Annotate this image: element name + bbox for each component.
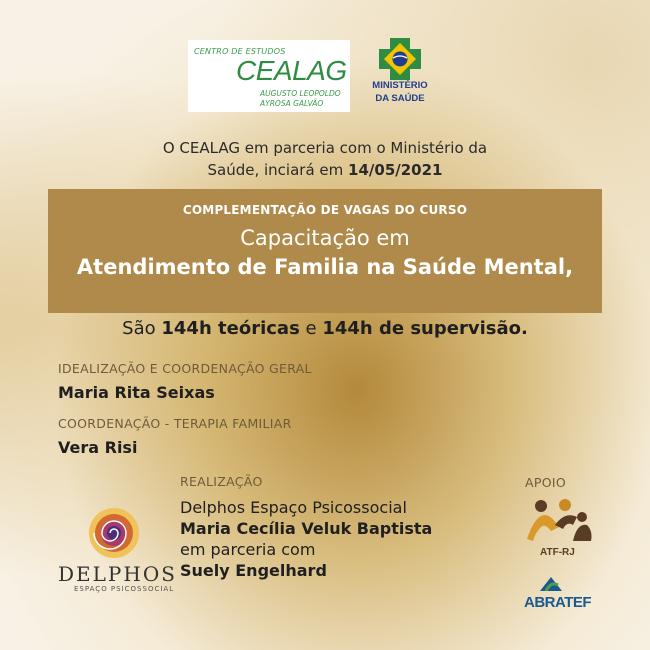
start-date: 14/05/2021 [348,161,443,179]
intro-line1: O CEALAG em parceria com o Ministério da [162,139,488,157]
ministerio-line2: DA SAÚDE [375,93,425,104]
intro-line2-prefix: Saúde, inciará em [207,161,349,179]
atf-rj-figures-icon [525,497,595,547]
realizacao-line3: em parceria com [180,540,316,559]
delphos-spiral-icon [80,505,150,563]
cealag-logo [188,40,350,112]
banner-subtitle: COMPLEMENTAÇÃO DE VAGAS DO CURSO [182,203,468,217]
banner-title-line1: Capacitação em [240,226,410,250]
delphos-logo-word: DELPHOS [58,562,177,586]
intro-text [0,137,650,181]
hours-middle: e [299,318,323,339]
hours-theoretical: 144h teóricas [161,318,300,339]
cealag-logo-top: CENTRO DE ESTUDOS [194,47,286,56]
banner-title-line2: Atendimento de Familia na Saúde Mental, [76,255,574,279]
family-coordinator-name: Vera Risi [58,438,138,457]
realizacao-block [180,497,432,581]
realizacao-label: REALIZAÇÃO [180,474,263,489]
hours-prefix: São [122,318,162,339]
realizacao-line1: Delphos Espaço Psicossocial [180,498,407,517]
course-banner [48,189,602,313]
abratef-mark-icon [540,575,562,591]
delphos-logo-sub: ESPAÇO PSICOSSOCIAL [74,585,175,593]
cealag-logo-sub2: AYROSA GALVÃO [260,99,324,108]
family-coordination-label: COORDENAÇÃO - TERAPIA FAMILIAR [58,416,292,431]
intro-line2 [0,159,650,181]
course-hours [0,318,650,339]
realizacao-line4: Suely Engelhard [180,561,327,580]
cealag-logo-sub1: AUGUSTO LEOPOLDO [260,89,341,98]
ministerio-emblem-icon [372,38,428,80]
atf-rj-logo-label: ATF-RJ [540,547,575,558]
abratef-logo-label: ABRATEF [524,594,592,611]
ministerio-logo [372,38,428,110]
general-coordination-label: IDEALIZAÇÃO E COORDENAÇÃO GERAL [58,361,312,376]
cealag-logo-main: CEALAG [236,55,347,86]
general-coordinator-name: Maria Rita Seixas [58,383,215,402]
apoio-label: APOIO [525,475,566,490]
realizacao-line2: Maria Cecília Veluk Baptista [180,519,433,538]
ministerio-line1: MINISTÉRIO [372,80,428,91]
hours-supervision: 144h de supervisão. [322,318,528,339]
